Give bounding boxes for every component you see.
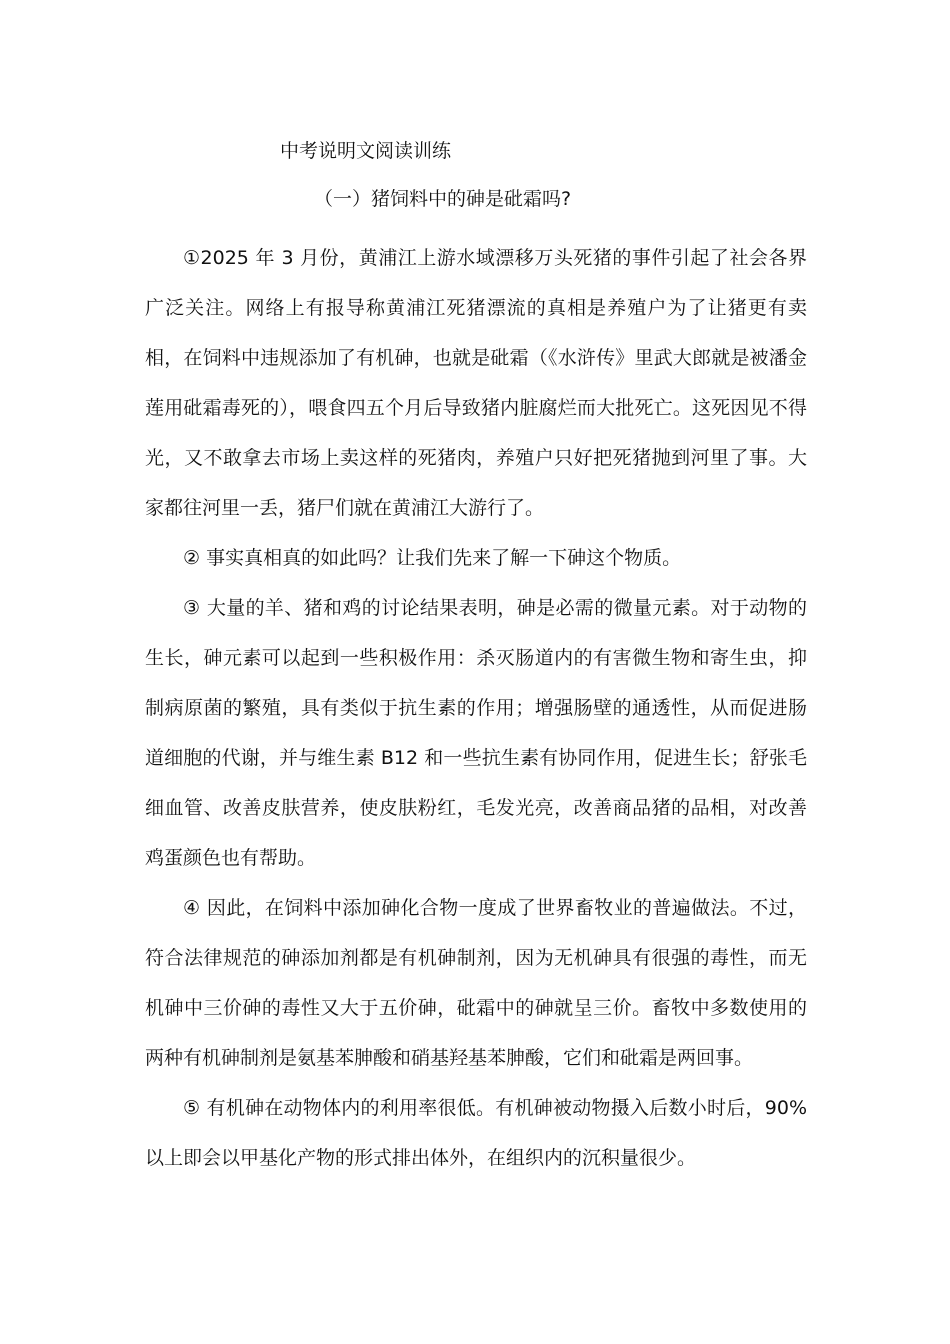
paragraph-1: ①2025 年 3 月份，黄浦江上游水域漂移万头死猪的事件引起了社会各界广泛关注。网络上有报导称黄浦江死猪漂流的真相是养殖户为了让猪更有卖相，在饲料中违规添加了有机砷，也就是砒霜（《水浒传》里武大郎就是被潘金莲用砒霜毒死的），喂食四五个月后导致猪内脏腐烂而大批死亡。这死因见不得光，又不敢拿去市场上卖这样的死猪肉，养殖户只好把死猪抛到河里了事。大家都往河里一丢，猪尸们就在黄浦江大游行了。 bbox=[145, 247, 807, 519]
paragraph-5: ⑤ 有机砷在动物体内的利用率很低。有机砷被动物摄入后数小时后，90%以上即会以甲基化产物的形式排出体外，在组织内的沉积量很少。 bbox=[145, 1097, 807, 1169]
article-title: （一）猪饲料中的砷是砒霜吗? bbox=[314, 188, 572, 210]
document-title: 中考说明文阅读训练 bbox=[280, 140, 452, 162]
paragraph-3: ③ 大量的羊、猪和鸡的讨论结果表明，砷是必需的微量元素。对于动物的生长，砷元素可以起到一些积极作用：杀灭肠道内的有害微生物和寄生虫，抑制病原菌的繁殖，具有类似于抗生素的作用；增强肠壁的通透性，从而促进肠道细胞的代谢，并与维生素 B12 和一些抗生素有协同作用，促进生长；舒张毛细血管、改善皮肤营养，使皮肤粉红，毛发光亮，改善商品猪的品相，对改善鸡蛋颜色也有帮助。 bbox=[145, 597, 807, 869]
paragraph-4: ④ 因此，在饲料中添加砷化合物一度成了世界畜牧业的普遍做法。不过，符合法律规范的砷添加剂都是有机砷制剂，因为无机砷具有很强的毒性，而无机砷中三价砷的毒性又大于五价砷，砒霜中的砷就呈三价。畜牧中多数使用的两种有机砷制剂是氨基苯胂酸和硝基羟基苯胂酸，它们和砒霜是两回事。 bbox=[145, 897, 807, 1069]
paragraph-2: ② 事实真相真的如此吗？让我们先来了解一下砷这个物质。 bbox=[183, 547, 682, 569]
article-body bbox=[145, 233, 807, 1183]
